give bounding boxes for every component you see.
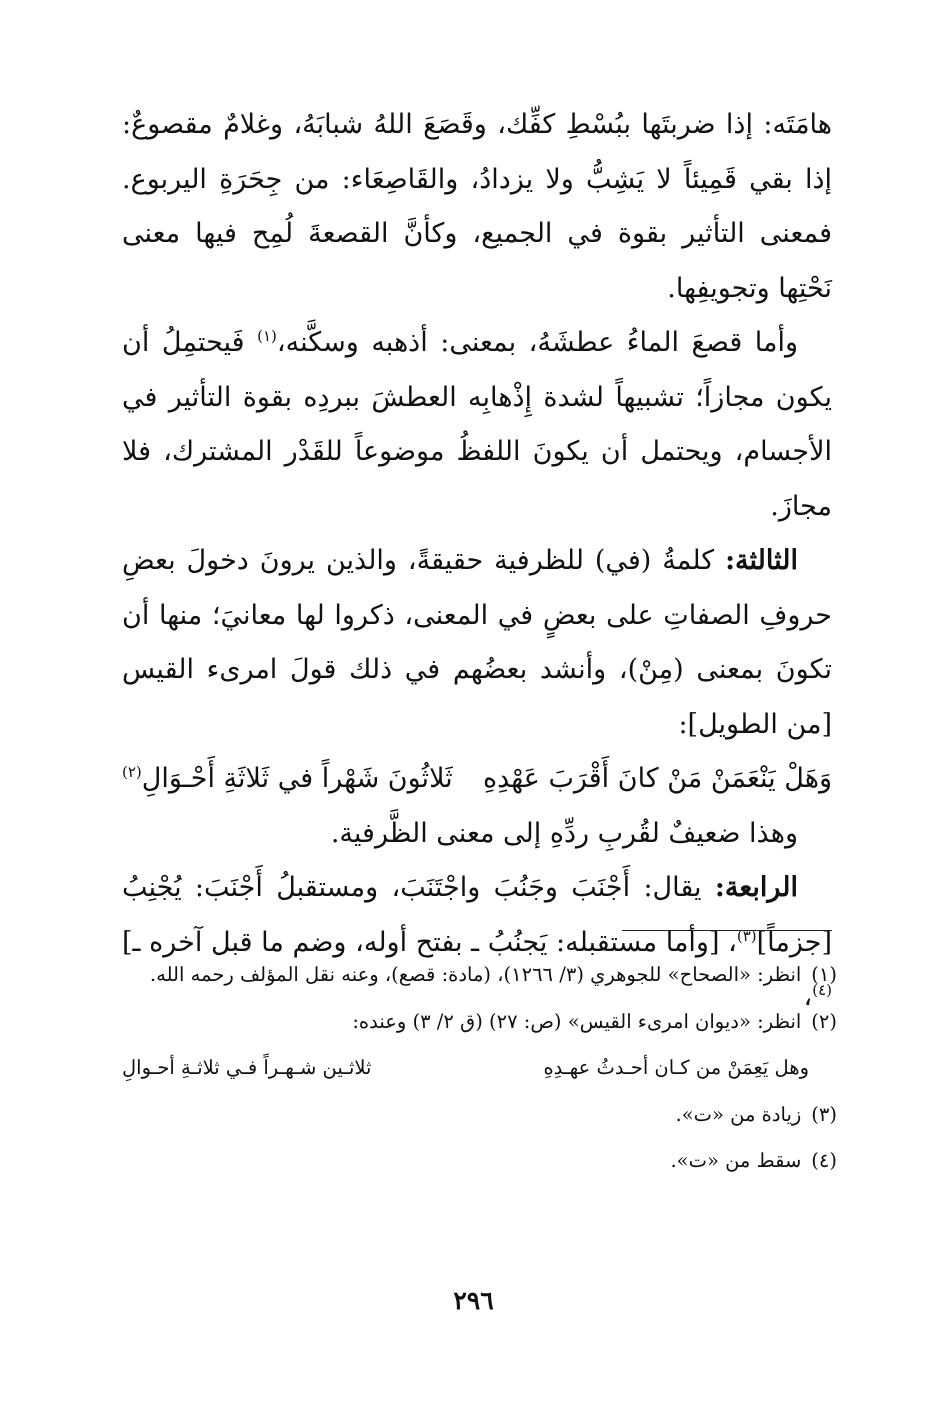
paragraph-3-text: كلمةُ (في) للظرفية حقيقةً، والذين يرونَ دخولَ بعضِ حروفِ الصفاتِ على بعضٍ في المعنى، ذكروا لها معانيَ؛ منها أن تكونَ بمعنى (مِنْ)، وأنشد بعضُهم في ذلك قولَ امرىء القيس [من الطويل]:	[122, 545, 832, 740]
footnote-4-text: سقط من «ت».	[670, 1149, 802, 1172]
paragraph-5-text-c: ،	[803, 981, 813, 1012]
paragraph-5-text-a: يقال: أَجْنَبَ وجَنُبَ واجْتَنَبَ، ومستقبلُ أَجْنَبَ: يُجْنِبُ [جزماً]	[122, 872, 832, 958]
footnote-4-number: (٤)	[811, 1149, 837, 1172]
paragraph-4-text: وهذا ضعيفٌ لقُربِ ردِّهِ إلى معنى الظَّرفية.	[330, 817, 798, 849]
footnote-3	[122, 1092, 837, 1139]
section-lead-third: الثالثة:	[725, 545, 798, 576]
poetry-verse	[122, 752, 832, 807]
footnote-ref-2[interactable]: (٢)	[122, 763, 142, 781]
footnote-3-number: (٣)	[811, 1102, 837, 1126]
footnote-4	[122, 1138, 837, 1185]
footnotes	[122, 952, 837, 1185]
footnote-separator	[622, 930, 832, 931]
paragraph-2-text-a: وأما قصعَ الماءُ عطشَهُ، بمعنى: أذهبه وسكَّنه،	[276, 327, 798, 358]
footnote-1-number: (١)	[811, 963, 837, 986]
main-text	[122, 98, 832, 1025]
section-lead-fourth: الرابعة:	[714, 872, 798, 903]
footnote-2-text: انظر: «ديوان امرىء القيس» (ص: ٢٧) (ق ٢/ ٣) وعنده:	[352, 1009, 802, 1033]
paragraph-2-text-b: فَيحتمِلُ أن يكون مجازاً؛ تشبيهاً لشدة إِذْهابِه العطشَ ببردِه بقوة التأثير في الأجسام، ويحتمل أن يكونَ اللفظُ موضوعاً للقَدْر المشترك، فلا مجازَ.	[122, 327, 832, 522]
footnote-ref-1[interactable]: (١)	[257, 327, 277, 345]
footnote-1-text: انظر: «الصحاح» للجوهري (٣/ ١٢٦٦)، (مادة: قصع)، وعنه نقل المؤلف رحمه الله.	[149, 963, 802, 986]
footnote-2	[122, 999, 837, 1046]
footnote-ref-4[interactable]: (٤)	[812, 981, 832, 999]
footnote-2-number: (٢)	[811, 1009, 837, 1033]
footnote-1	[122, 952, 837, 999]
footnote-2-verse-first-hemistich: وهل يَعِمَنْ من كـان أحـدثُ عهـدِهِ	[543, 1056, 809, 1079]
verse-second-hemistich-text: ثَلاثُونَ شَهْراً في ثَلاثَةِ أَحْـوَالِ	[141, 763, 453, 794]
paragraph-5-text-b: ، [وأما مستقبله: يَجنُبُ ـ بفتح أوله، وضم ما قبل آخره ـ]	[122, 926, 737, 958]
page-number: ٢٩٦	[453, 1286, 494, 1315]
verse-second-hemistich	[122, 752, 453, 807]
paragraph-3	[122, 534, 832, 752]
footnote-2-verse	[122, 1045, 837, 1092]
paragraph-1	[122, 98, 832, 316]
paragraph-4	[122, 807, 832, 862]
verse-first-hemistich: وَهَلْ يَنْعَمَنْ مَنْ كانَ أَقْرَبَ عَهْدِهِ	[482, 763, 832, 794]
paragraph-1-text: هامَتَه: إذا ضربتَها ببُسْطِ كفِّك، وقَصَعَ اللهُ شبابَهُ، وغلامٌ مقصوعٌ: إذا بقي قَمِيئاً لا يَشِبُّ ولا يزدادُ، والقَاصِعَاء: من جِحَرَةِ اليربوع. فمعنى التأثير بقوة في الجميع، وكأنَّ القصعةَ لُمِح فيها معنى نَحْتِها وتجويفِها.	[122, 109, 832, 304]
footnote-ref-3[interactable]: (٣)	[736, 926, 757, 945]
footnote-3-text: زيادة من «ت».	[675, 1102, 802, 1126]
footnote-2-verse-second-hemistich: ثلاثـين شـهـراً فـي ثلاثـةِ أحـوالِ	[122, 1056, 372, 1079]
paragraph-2	[122, 316, 832, 534]
